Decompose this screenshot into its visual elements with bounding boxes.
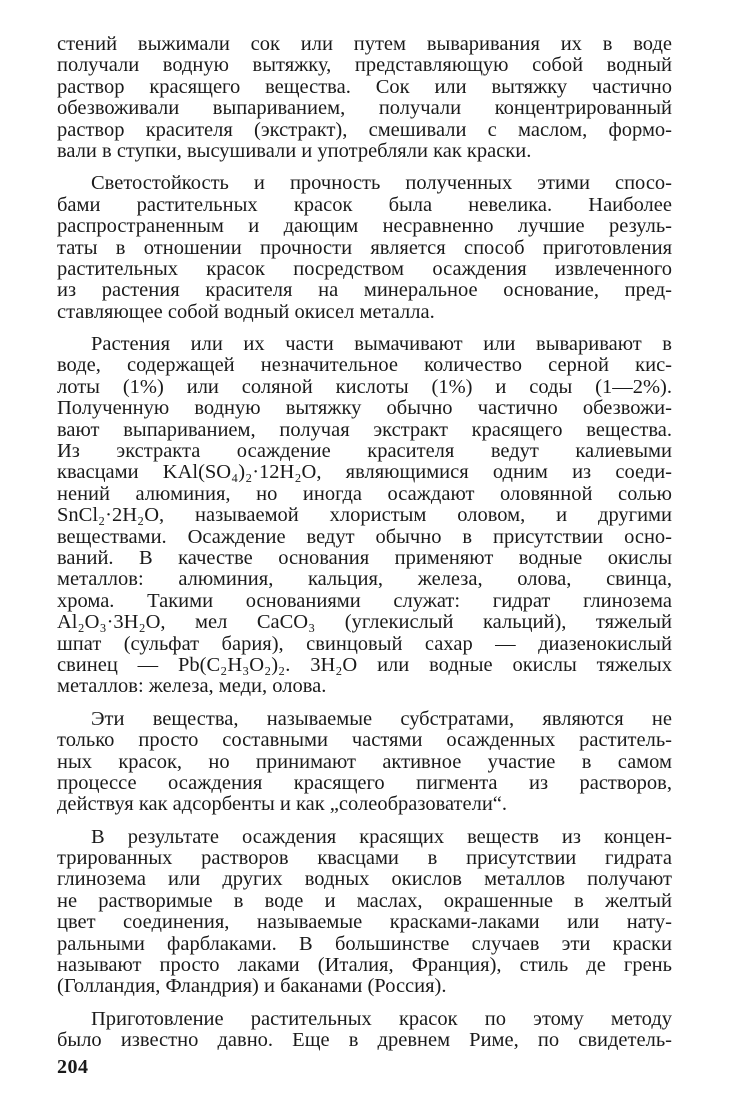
text-line: действуя как адсорбенты и как „солеобразователи“. xyxy=(57,793,508,816)
text-line: (Голландия, Фландрия) и баканами (Россия). xyxy=(57,975,447,998)
text-line: В результате осаждения красящих веществ из концен- xyxy=(91,825,672,848)
text-line: Растения или их части вымачивают или вываривают в xyxy=(91,333,672,356)
page-number: 204 xyxy=(57,1056,89,1078)
text-line: процессе осаждения красящего пигмента из растворов, xyxy=(57,771,672,794)
paragraph-5 xyxy=(57,827,672,998)
text-line: Эти вещества, называемые субстратами, являются не xyxy=(91,707,672,730)
text-line: нений алюминия, но иногда осаждают оловянной солью xyxy=(57,482,672,505)
text-line: ных красок, но принимают активное участие в самом xyxy=(57,750,672,773)
text-line: раствор красящего вещества. Сок или вытяжку частично xyxy=(57,75,672,98)
text-line: ставляющее собой водный окисел металла. xyxy=(57,300,435,323)
text-line: веществами. Осаждение ведут обычно в присутствии осно- xyxy=(57,525,672,548)
text-line: Полученную водную вытяжку обычно частично обезвожи- xyxy=(57,397,672,420)
text-line: стений выжимали сок или путем вываривания их в воде xyxy=(57,33,672,55)
text-line: вают выпариванием, получая экстракт красящего вещества. xyxy=(57,418,672,441)
text-line: цвет соединения, называемые красками-лаками или нату- xyxy=(57,911,672,934)
text-line: не растворимые в воде и маслах, окрашенные в желтый xyxy=(57,889,672,912)
text-line: обезвоживали выпариванием, получали концентрированный xyxy=(57,97,672,120)
text-line: только просто составными частями осажденных раститель- xyxy=(57,729,672,752)
text-line: глинозема или других водных окислов металлов получают xyxy=(57,868,672,891)
text-line: квасцами KAl(SO₄)₂·12H₂O, являющимися одним из соеди- xyxy=(57,461,672,484)
text-line: Приготовление растительных красок по этому методу xyxy=(91,1007,672,1030)
text-line: называют просто лаками (Италия, Франция), стиль де грень xyxy=(57,954,672,977)
text-line: трированных растворов квасцами в присутствии гидрата xyxy=(57,847,672,870)
text-line: вали в ступки, высушивали и употребляли как краски. xyxy=(57,139,532,162)
text-line: таты в отношении прочности является способ приготовления xyxy=(57,236,672,259)
paragraph-1 xyxy=(57,34,672,162)
text-line: получали водную вытяжку, представляющую собой водный xyxy=(57,54,672,77)
text-line: хрома. Такими основаниями служат: гидрат глинозема xyxy=(57,589,672,612)
text-line: раствор красителя (экстракт), смешивали с маслом, формо- xyxy=(57,118,672,141)
text-line: растительных красок посредством осаждения извлеченного xyxy=(57,257,672,280)
text-line: из растения красителя на минеральное основание, пред- xyxy=(57,279,672,302)
text-line: лоты (1%) или соляной кислоты (1%) и соды (1—2%). xyxy=(57,375,672,398)
text-line: распространенным и дающим несравненно лучшие резуль- xyxy=(57,215,672,238)
text-line: Светостойкость и прочность полученных этими спосо- xyxy=(91,172,672,195)
text-line: ваний. В качестве основания применяют водные окислы xyxy=(57,546,672,569)
paragraph-2 xyxy=(57,173,672,323)
text-line: ральными фарблаками. В большинстве случаев эти краски xyxy=(57,932,672,955)
book-page xyxy=(57,34,672,1084)
paragraph-6 xyxy=(57,1009,672,1052)
text-line: металлов: железа, меди, олова. xyxy=(57,675,327,698)
text-line: воде, содержащей незначительное количество серной кис- xyxy=(57,354,672,377)
text-line: SnCl₂·2H₂O, называемой хлористым оловом, и другими xyxy=(57,504,672,527)
text-line: свинец — Pb(C₂H₃O₂)₂. 3H₂O или водные окислы тяжелых xyxy=(57,653,672,676)
text-line: Al₂O₃·3H₂O, мел CaCO₃ (углекислый кальций), тяжелый xyxy=(57,611,672,634)
paragraph-4 xyxy=(57,709,672,816)
paragraph-3 xyxy=(57,334,672,698)
text-line: Из экстракта осаждение красителя ведут калиевыми xyxy=(57,440,672,463)
text-line: было известно давно. Еще в древнем Риме, по свидетель- xyxy=(57,1029,672,1052)
text-line: металлов: алюминия, кальция, железа, олова, свинца, xyxy=(57,568,672,591)
text-line: бами растительных красок была невелика. Наиболее xyxy=(57,193,672,216)
text-line: шпат (сульфат бария), свинцовый сахар — диазенокислый xyxy=(57,632,672,655)
